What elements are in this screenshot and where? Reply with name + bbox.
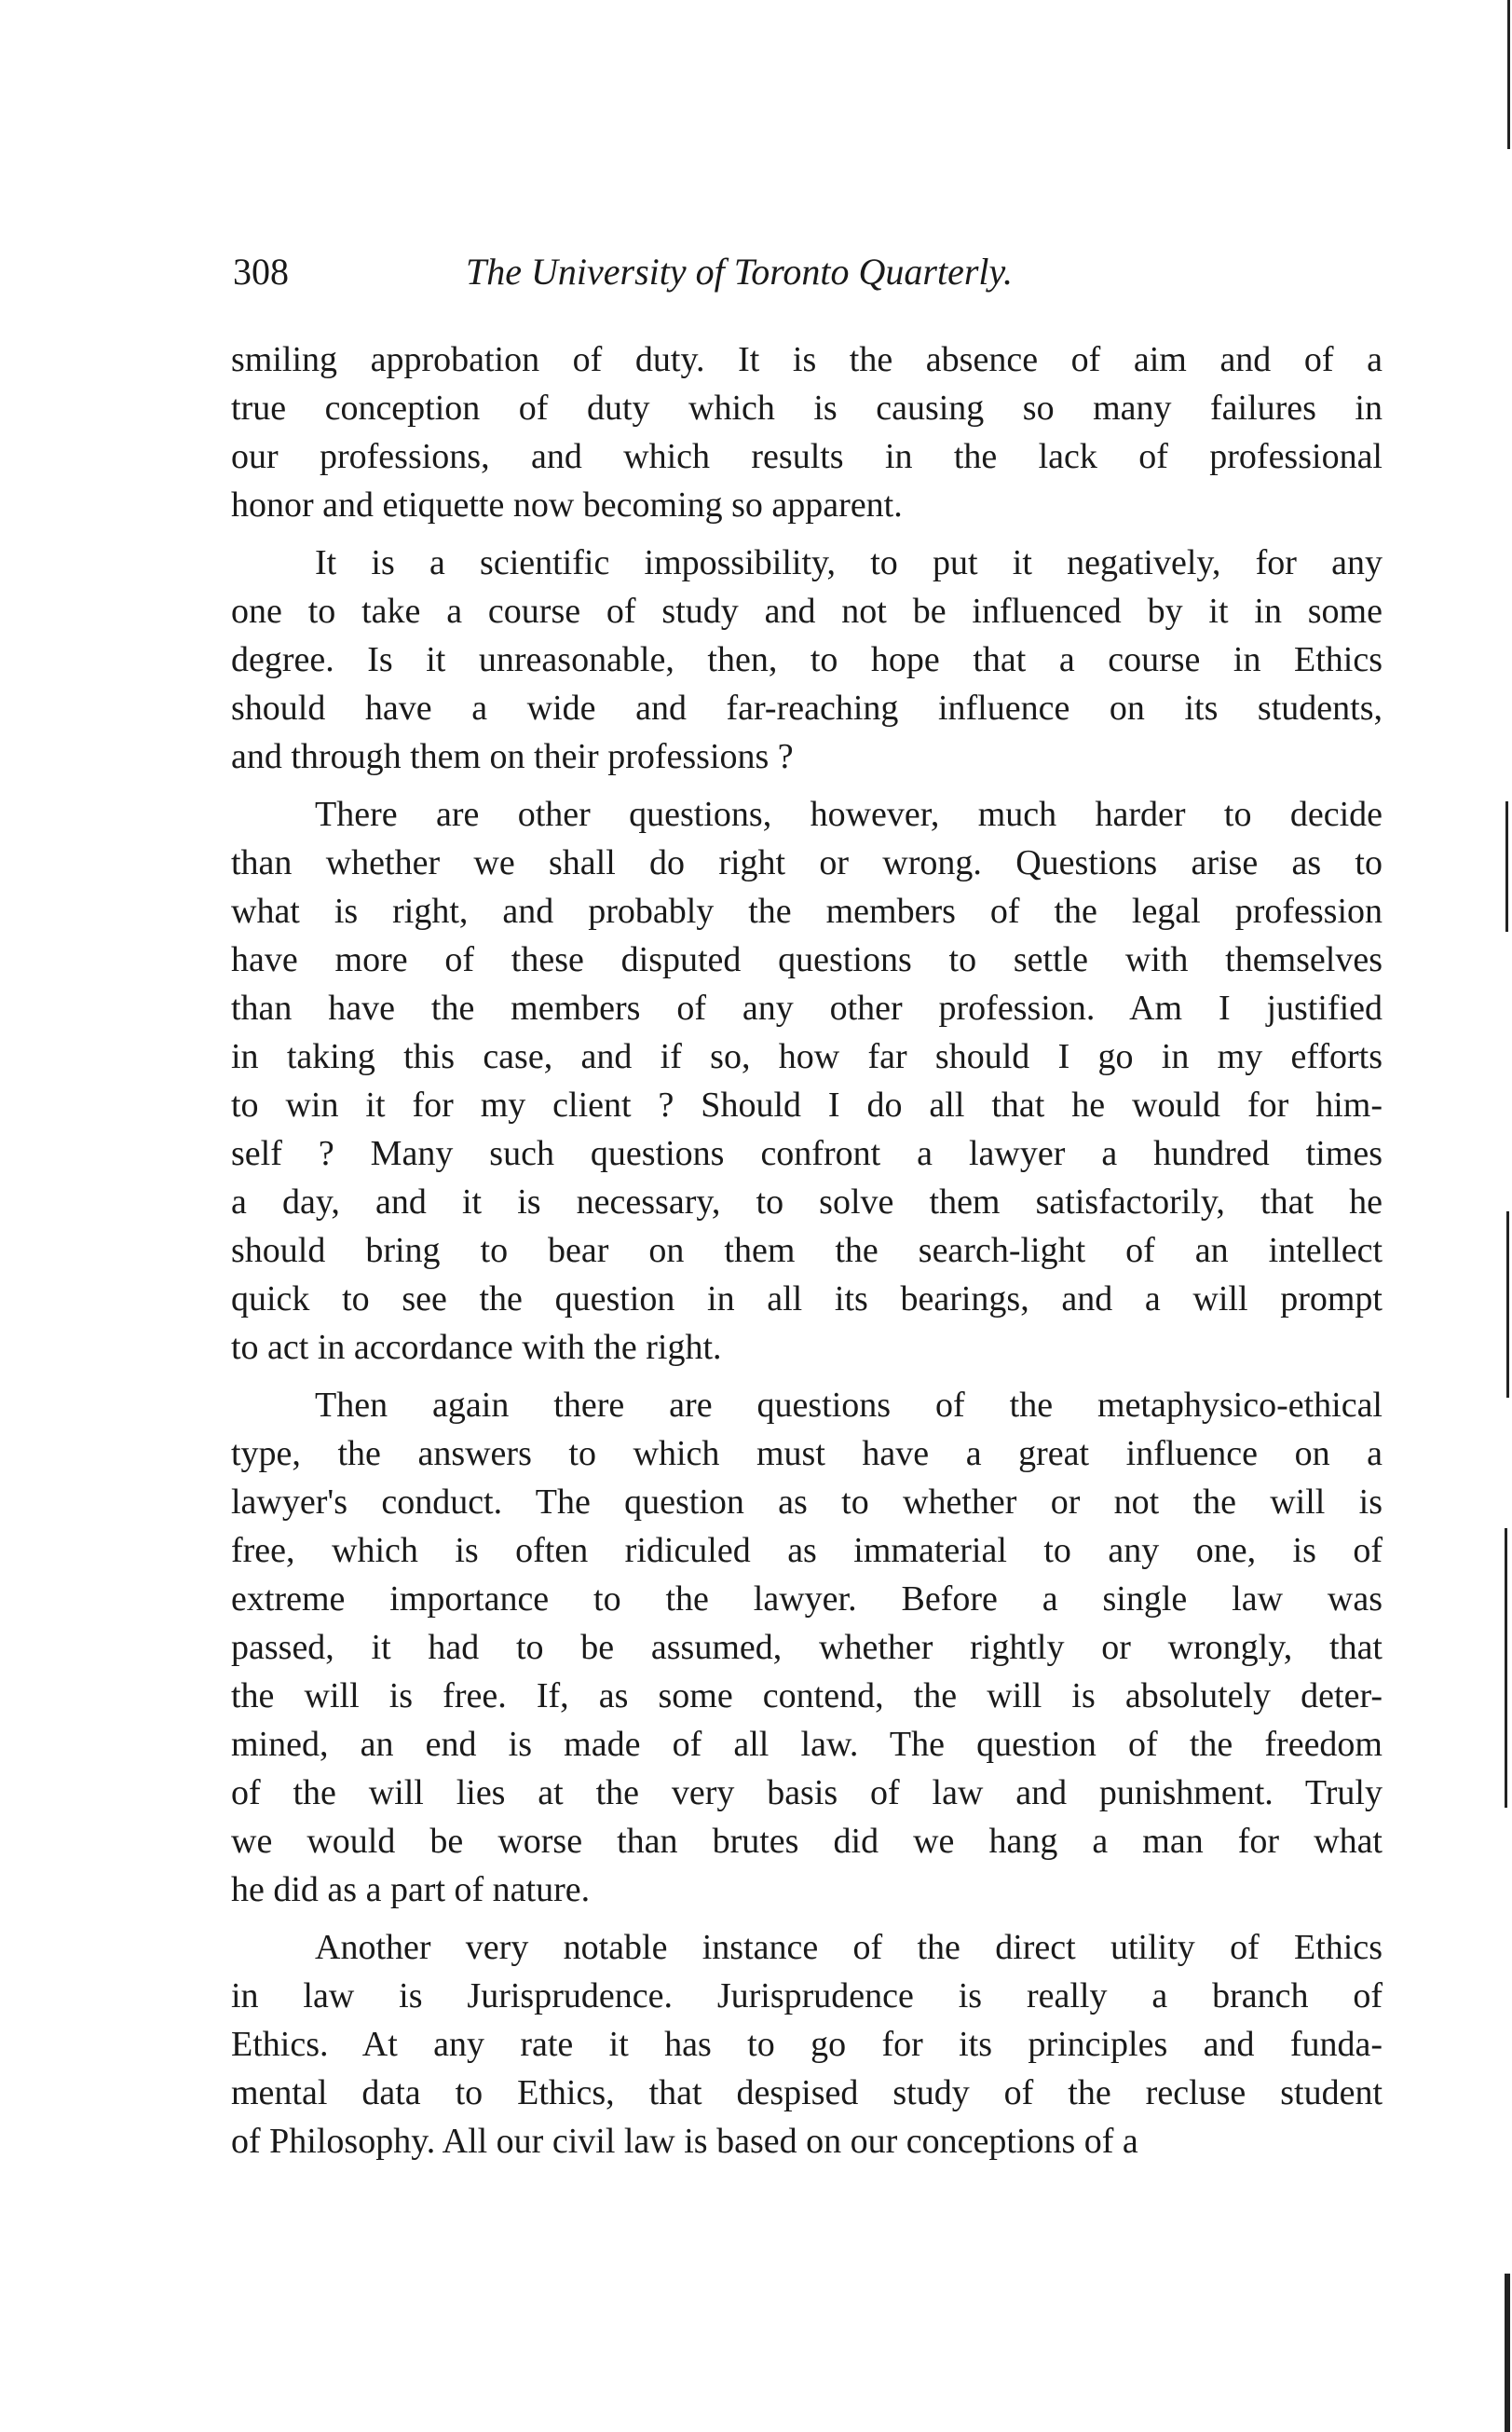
text-line: should have a wide and far-reaching influence on its students, — [231, 689, 1383, 728]
text-line: type, the answers to which must have a great influence on a — [231, 1434, 1383, 1473]
text-line: mined, an end is made of all law. The question of the freedom — [231, 1725, 1383, 1764]
paragraph — [231, 1381, 1383, 1914]
text-line: to win it for my client ? Should I do all that he would for him- — [231, 1086, 1383, 1125]
text-line: should bring to bear on them the search-light of an intellect — [231, 1231, 1383, 1270]
text-line: passed, it had to be assumed, whether rightly or wrongly, that — [231, 1628, 1383, 1667]
text-line: Then again there are questions of the metaphysico-ethical — [315, 1386, 1383, 1425]
text-line: what is right, and probably the members of the legal profession — [231, 892, 1383, 931]
text-line: the will is free. If, as some contend, the will is absolutely deter- — [231, 1676, 1383, 1715]
text-line: free, which is often ridiculed as immaterial to any one, is of — [231, 1531, 1383, 1570]
body-text — [231, 335, 1383, 2175]
text-line: of Philosophy. All our civil law is based on our conceptions of a — [231, 2122, 1138, 2161]
text-line: than whether we shall do right or wrong. Questions arise as to — [231, 843, 1383, 882]
text-line: quick to see the question in all its bearings, and a will prompt — [231, 1279, 1383, 1318]
paragraph — [231, 790, 1383, 1372]
text-line: in taking this case, and if so, how far should I go in my efforts — [231, 1037, 1383, 1076]
text-line: mental data to Ethics, that despised study of the recluse student — [231, 2073, 1383, 2112]
paragraph — [231, 335, 1383, 529]
text-line: one to take a course of study and not be influenced by it in some — [231, 592, 1383, 631]
text-line: degree. Is it unreasonable, then, to hope that a course in Ethics — [231, 640, 1383, 679]
text-line: Another very notable instance of the direct utility of Ethics — [315, 1928, 1383, 1967]
scan-edge — [1499, 0, 1512, 2432]
text-line: we would be worse than brutes did we hang a man for what — [231, 1822, 1383, 1861]
paragraph — [231, 539, 1383, 781]
text-line: have more of these disputed questions to settle with themselves — [231, 940, 1383, 979]
text-line: It is a scientific impossibility, to put it negatively, for any — [315, 543, 1383, 582]
text-line: There are other questions, however, much harder to decide — [315, 795, 1383, 834]
text-line: he did as a part of nature. — [231, 1870, 591, 1909]
text-line: a day, and it is necessary, to solve them satisfactorily, that he — [231, 1182, 1383, 1222]
text-line: self ? Many such questions confront a lawyer a hundred times — [231, 1134, 1383, 1173]
running-title: The University of Toronto Quarterly. — [466, 251, 1014, 293]
paragraph — [231, 1923, 1383, 2166]
text-line: extreme importance to the lawyer. Before a single law was — [231, 1579, 1383, 1619]
text-line: our professions, and which results in the lack of professional — [231, 437, 1383, 476]
text-line: smiling approbation of duty. It is the absence of aim and of a — [231, 340, 1383, 379]
text-line: honor and etiquette now becoming so apparent. — [231, 485, 903, 525]
text-line: true conception of duty which is causing so many failures in — [231, 389, 1383, 428]
text-line: lawyer's conduct. The question as to whether or not the will is — [231, 1482, 1383, 1522]
text-line: Ethics. At any rate it has to go for its principles and funda- — [231, 2025, 1383, 2064]
text-line: of the will lies at the very basis of law and punishment. Truly — [231, 1773, 1383, 1812]
text-line: and through them on their professions ? — [231, 737, 794, 776]
page-number: 308 — [233, 251, 289, 293]
page-header — [233, 250, 1165, 306]
text-line: than have the members of any other profession. Am I justified — [231, 989, 1383, 1028]
text-line: to act in accordance with the right. — [231, 1328, 722, 1367]
text-line: in law is Jurisprudence. Jurisprudence is really a branch of — [231, 1976, 1383, 2015]
